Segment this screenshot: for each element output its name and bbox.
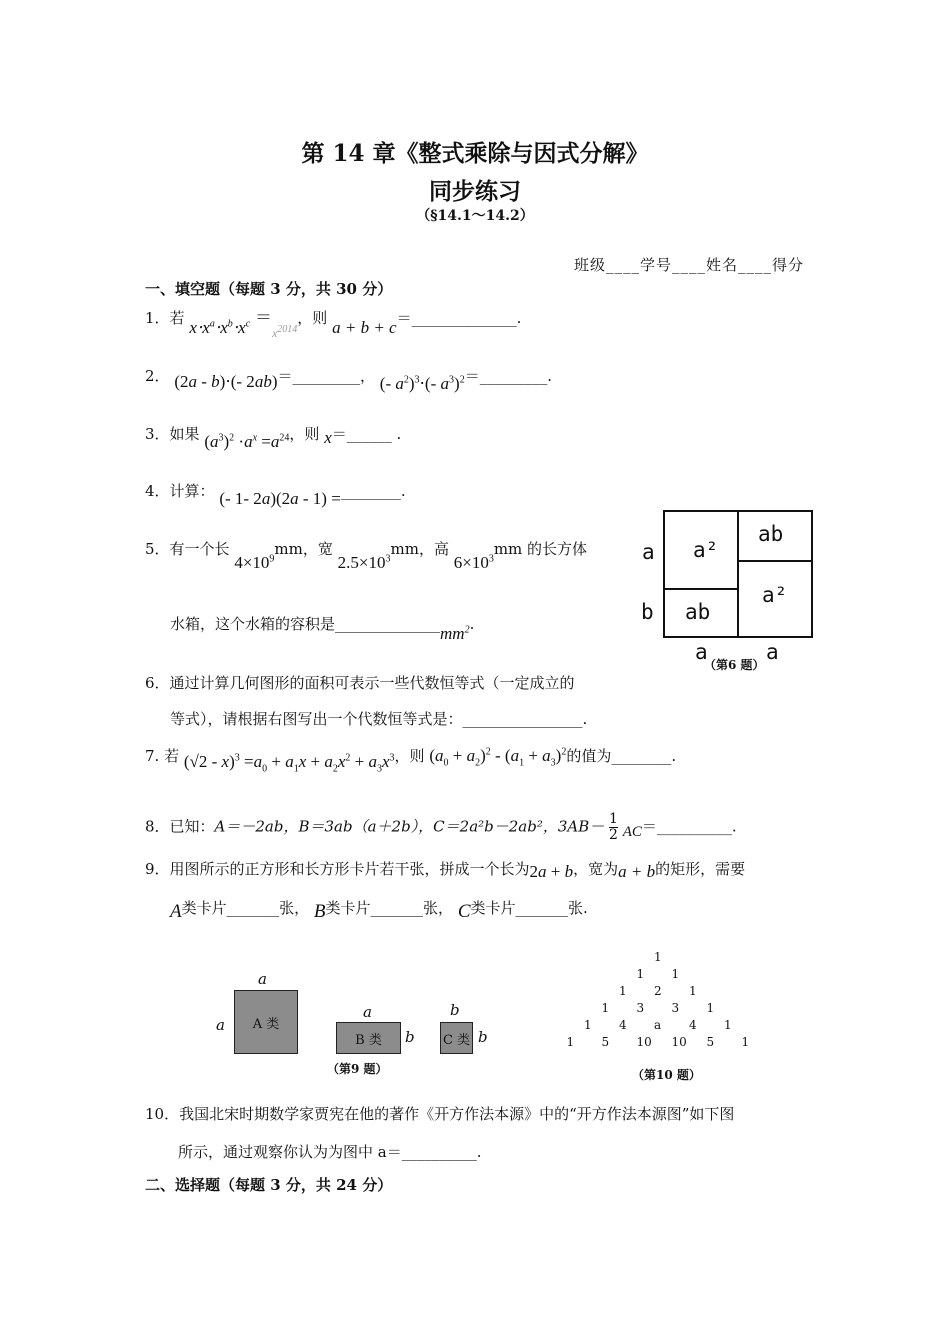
pascal-entry: 1 (689, 984, 697, 998)
question-6: 6．通过计算几何图形的面积可表示一些代数恒等式（一定成立的 (145, 674, 575, 692)
pascal-entry: 10 (671, 1035, 687, 1049)
pascal-entry: 1 (654, 950, 662, 964)
pascal-entry: 1 (566, 1035, 575, 1049)
page-subtitle: 同步练习 (429, 178, 521, 205)
fig9-cardA-left-a: a (216, 1016, 225, 1034)
fig6-cell-a2-right: a² (762, 583, 788, 607)
pascal-entry: 1 (636, 967, 645, 981)
fig9-cardB-top-a: a (363, 1003, 372, 1021)
fig6-hline-right (737, 560, 813, 562)
fig6-vline (737, 510, 739, 638)
fig6-left-a: a (642, 540, 655, 564)
fig6-left-b: b (641, 600, 654, 624)
fig9-cardA-top-a: a (258, 970, 267, 988)
question-2: 2． (2a - b)⋅(- 2ab)＝_________， (- $a^2)^3\cdot(-$ $a^3)^2=\_\_\_\_\_\_\_\_\_$. (145, 367, 552, 393)
question-9: 9．用图所示的正方形和长方形卡片若干张，拼成一个长为2a + b，宽为a + b的矩形，需要 (145, 860, 746, 881)
fig10-caption: （第10 题） (632, 1068, 701, 1082)
question-7: 7. 若 $(√2 - x)^3 =a_0 + a_1x + a_2x^2 + a_3x^3$，则 $(a_0 + a_2)^2 - (a_1 + a_3)^2$的值为________. (145, 746, 677, 775)
question-3: 3．如果 $(a^3)^2 \cdot a^x =a^{24}$，则 x＝______ . (145, 425, 402, 451)
question-5: 5．有一个长 $4\times 10^9mm$，宽 $2.5\times 10^3mm$，高 $6\times 10^3mm$ 的长方体 (145, 540, 588, 572)
question-10-line2: 所示，通过观察你认为为图中 a＝__________. (178, 1143, 482, 1161)
fig9-card-A: A 类 (234, 990, 298, 1054)
pascal-entry: 1 (619, 984, 627, 998)
pascal-entry: 4 (619, 1018, 627, 1032)
fig6-hline-left (663, 588, 738, 590)
pascal-entry: 1 (741, 1035, 750, 1049)
fig6-caption: （第6 题） (704, 658, 765, 672)
pascal-entry: a (654, 1018, 662, 1032)
question-4: 4．计算： (- 1- 2a)(2a - 1) =________. (145, 482, 406, 508)
fig6-bottom-a1: a (695, 640, 708, 664)
pascal-entry: 2 (654, 984, 662, 998)
fig6-cell-a2-left: a² (693, 538, 719, 562)
fig9-cardC-top-b: b (450, 1001, 460, 1019)
question-1: 1．若 $x\cdot x^a\cdot x^b\cdot x^c =_{x^{2014}}$，则 a + b + c＝______________. (145, 308, 522, 340)
pascal-entry: 1 (706, 1001, 715, 1015)
fig9-cardC-right-b: b (478, 1028, 488, 1046)
question-8: 8．已知：A＝－2ab，B＝3ab（a＋2b），C＝2a²b－2ab²，3AB－ $\frac{1}{2}$ AC＝__________. (145, 811, 737, 843)
fig6-bottom-a2: a (766, 640, 779, 664)
pascal-entry: 5 (601, 1035, 610, 1049)
section-range: （§14.1～14.2） (416, 208, 534, 224)
pascal-entry: 1 (584, 1018, 592, 1032)
pascal-entry: 3 (636, 1001, 645, 1015)
page-title: 第 14 章《整式乘除与因式分解》 (301, 140, 649, 167)
question-9-line2: A类卡片_______张， B类卡片_______张， C类卡片_______张. (170, 899, 588, 922)
pascal-entry: 1 (671, 967, 680, 981)
pascal-entry: 10 (636, 1035, 652, 1049)
fig9-cardB-right-b: b (405, 1028, 415, 1046)
part2-heading: 二、选择题（每题 3 分，共 24 分） (145, 1176, 393, 1194)
pascal-entry: 1 (724, 1018, 732, 1032)
pascal-entry: 5 (706, 1035, 715, 1049)
part1-heading: 一、填空题（每题 3 分，共 30 分） (145, 280, 393, 298)
fig9-caption: （第9 题） (327, 1062, 388, 1076)
fig6-cell-ab-top: ab (758, 522, 784, 546)
question-10: 10．我国北宋时期数学家贾宪在他的著作《开方作法本源》中的“开方作法本源图”如下图 (145, 1105, 735, 1123)
question-6-line2: 等式），请根据右图写出一个代数恒等式是：________________. (170, 710, 588, 728)
info-line: 班级____学号____姓名____得分 (574, 256, 805, 274)
fig9-card-B: B 类 (336, 1022, 401, 1054)
fig6-cell-ab-bottom: ab (685, 600, 711, 624)
pascal-entry: 3 (671, 1001, 680, 1015)
pascal-entry: 1 (601, 1001, 610, 1015)
fig9-card-C: C 类 (440, 1022, 473, 1054)
question-5-line2: 水箱，这个水箱的容积是$\_\_\_\_\_\_\_\_\_\_\_\_\_\_mm^2$. (170, 615, 475, 643)
pascal-entry: 4 (689, 1018, 697, 1032)
